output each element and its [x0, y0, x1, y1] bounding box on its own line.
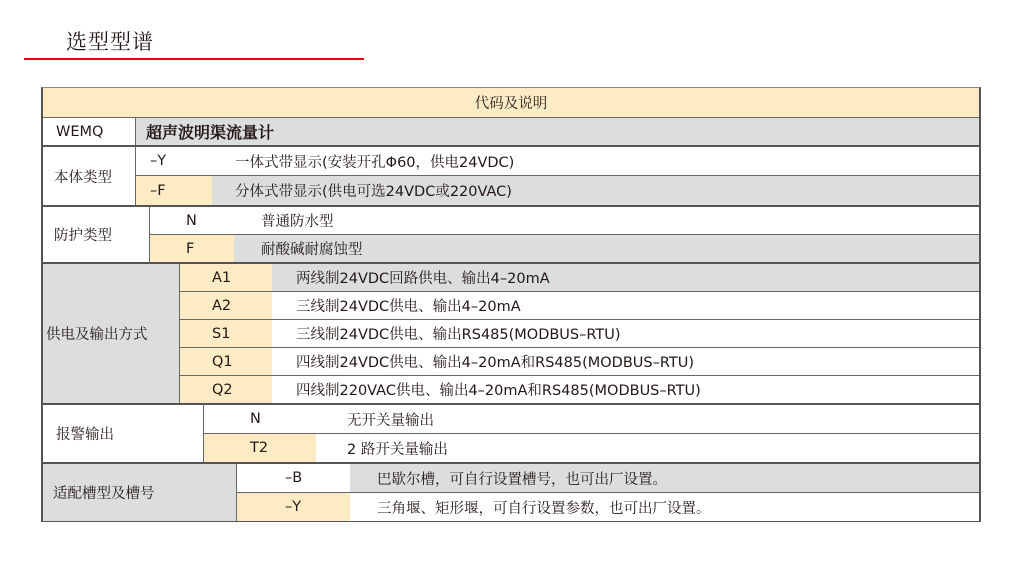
channel-desc: 巴歇尔槽，可自行设置槽号，也可出厂设置。 — [350, 464, 979, 492]
protection-code: F — [150, 235, 234, 262]
body-type-desc: 一体式带显示(安装开孔Φ60，供电24VDC) — [212, 147, 979, 175]
page-title: 选型型谱 — [66, 30, 154, 54]
power-output-desc: 两线制24VDC回路供电、输出4–20mA — [272, 264, 979, 291]
protection-desc: 耐酸碱耐腐蚀型 — [234, 235, 979, 262]
title-underline — [24, 58, 364, 60]
power-output-desc: 四线制220VAC供电、输出4–20mA和RS485(MODBUS–RTU) — [272, 376, 979, 403]
power-output-label: 供电及输出方式 — [43, 264, 179, 403]
protection-desc: 普通防水型 — [234, 207, 979, 234]
table-header: 代码及说明 — [43, 88, 979, 117]
channel-label: 适配槽型及槽号 — [43, 464, 236, 521]
power-output-desc: 三线制24VDC供电、输出RS485(MODBUS–RTU) — [272, 320, 979, 347]
protection-code: N — [150, 207, 234, 234]
alarm-code: T2 — [204, 434, 316, 462]
selection-table — [41, 87, 981, 522]
power-output-code: S1 — [180, 320, 272, 347]
channel-code: –Y — [237, 493, 350, 521]
channel-code: –B — [237, 464, 350, 492]
power-output-code: A2 — [180, 292, 272, 319]
alarm-code: N — [204, 405, 316, 433]
channel-desc: 三角堰、矩形堰，可自行设置参数，也可出厂设置。 — [350, 493, 979, 521]
alarm-label: 报警输出 — [43, 405, 203, 462]
alarm-desc: 2 路开关量输出 — [316, 434, 979, 462]
power-output-desc: 三线制24VDC供电、输出4–20mA — [272, 292, 979, 319]
body-type-code: –F — [136, 176, 212, 205]
power-output-code: A1 — [180, 264, 272, 291]
body-type-label: 本体类型 — [43, 147, 135, 205]
body-type-code: –Y — [136, 147, 212, 175]
protection-label: 防护类型 — [43, 207, 149, 262]
model-code: WEMQ — [43, 118, 135, 145]
power-output-code: Q1 — [180, 348, 272, 375]
model-name: 超声波明渠流量计 — [136, 118, 979, 145]
power-output-desc: 四线制24VDC供电、输出4–20mA和RS485(MODBUS–RTU) — [272, 348, 979, 375]
alarm-desc: 无开关量输出 — [316, 405, 979, 433]
body-type-desc: 分体式带显示(供电可选24VDC或220VAC) — [212, 176, 979, 205]
power-output-code: Q2 — [180, 376, 272, 403]
